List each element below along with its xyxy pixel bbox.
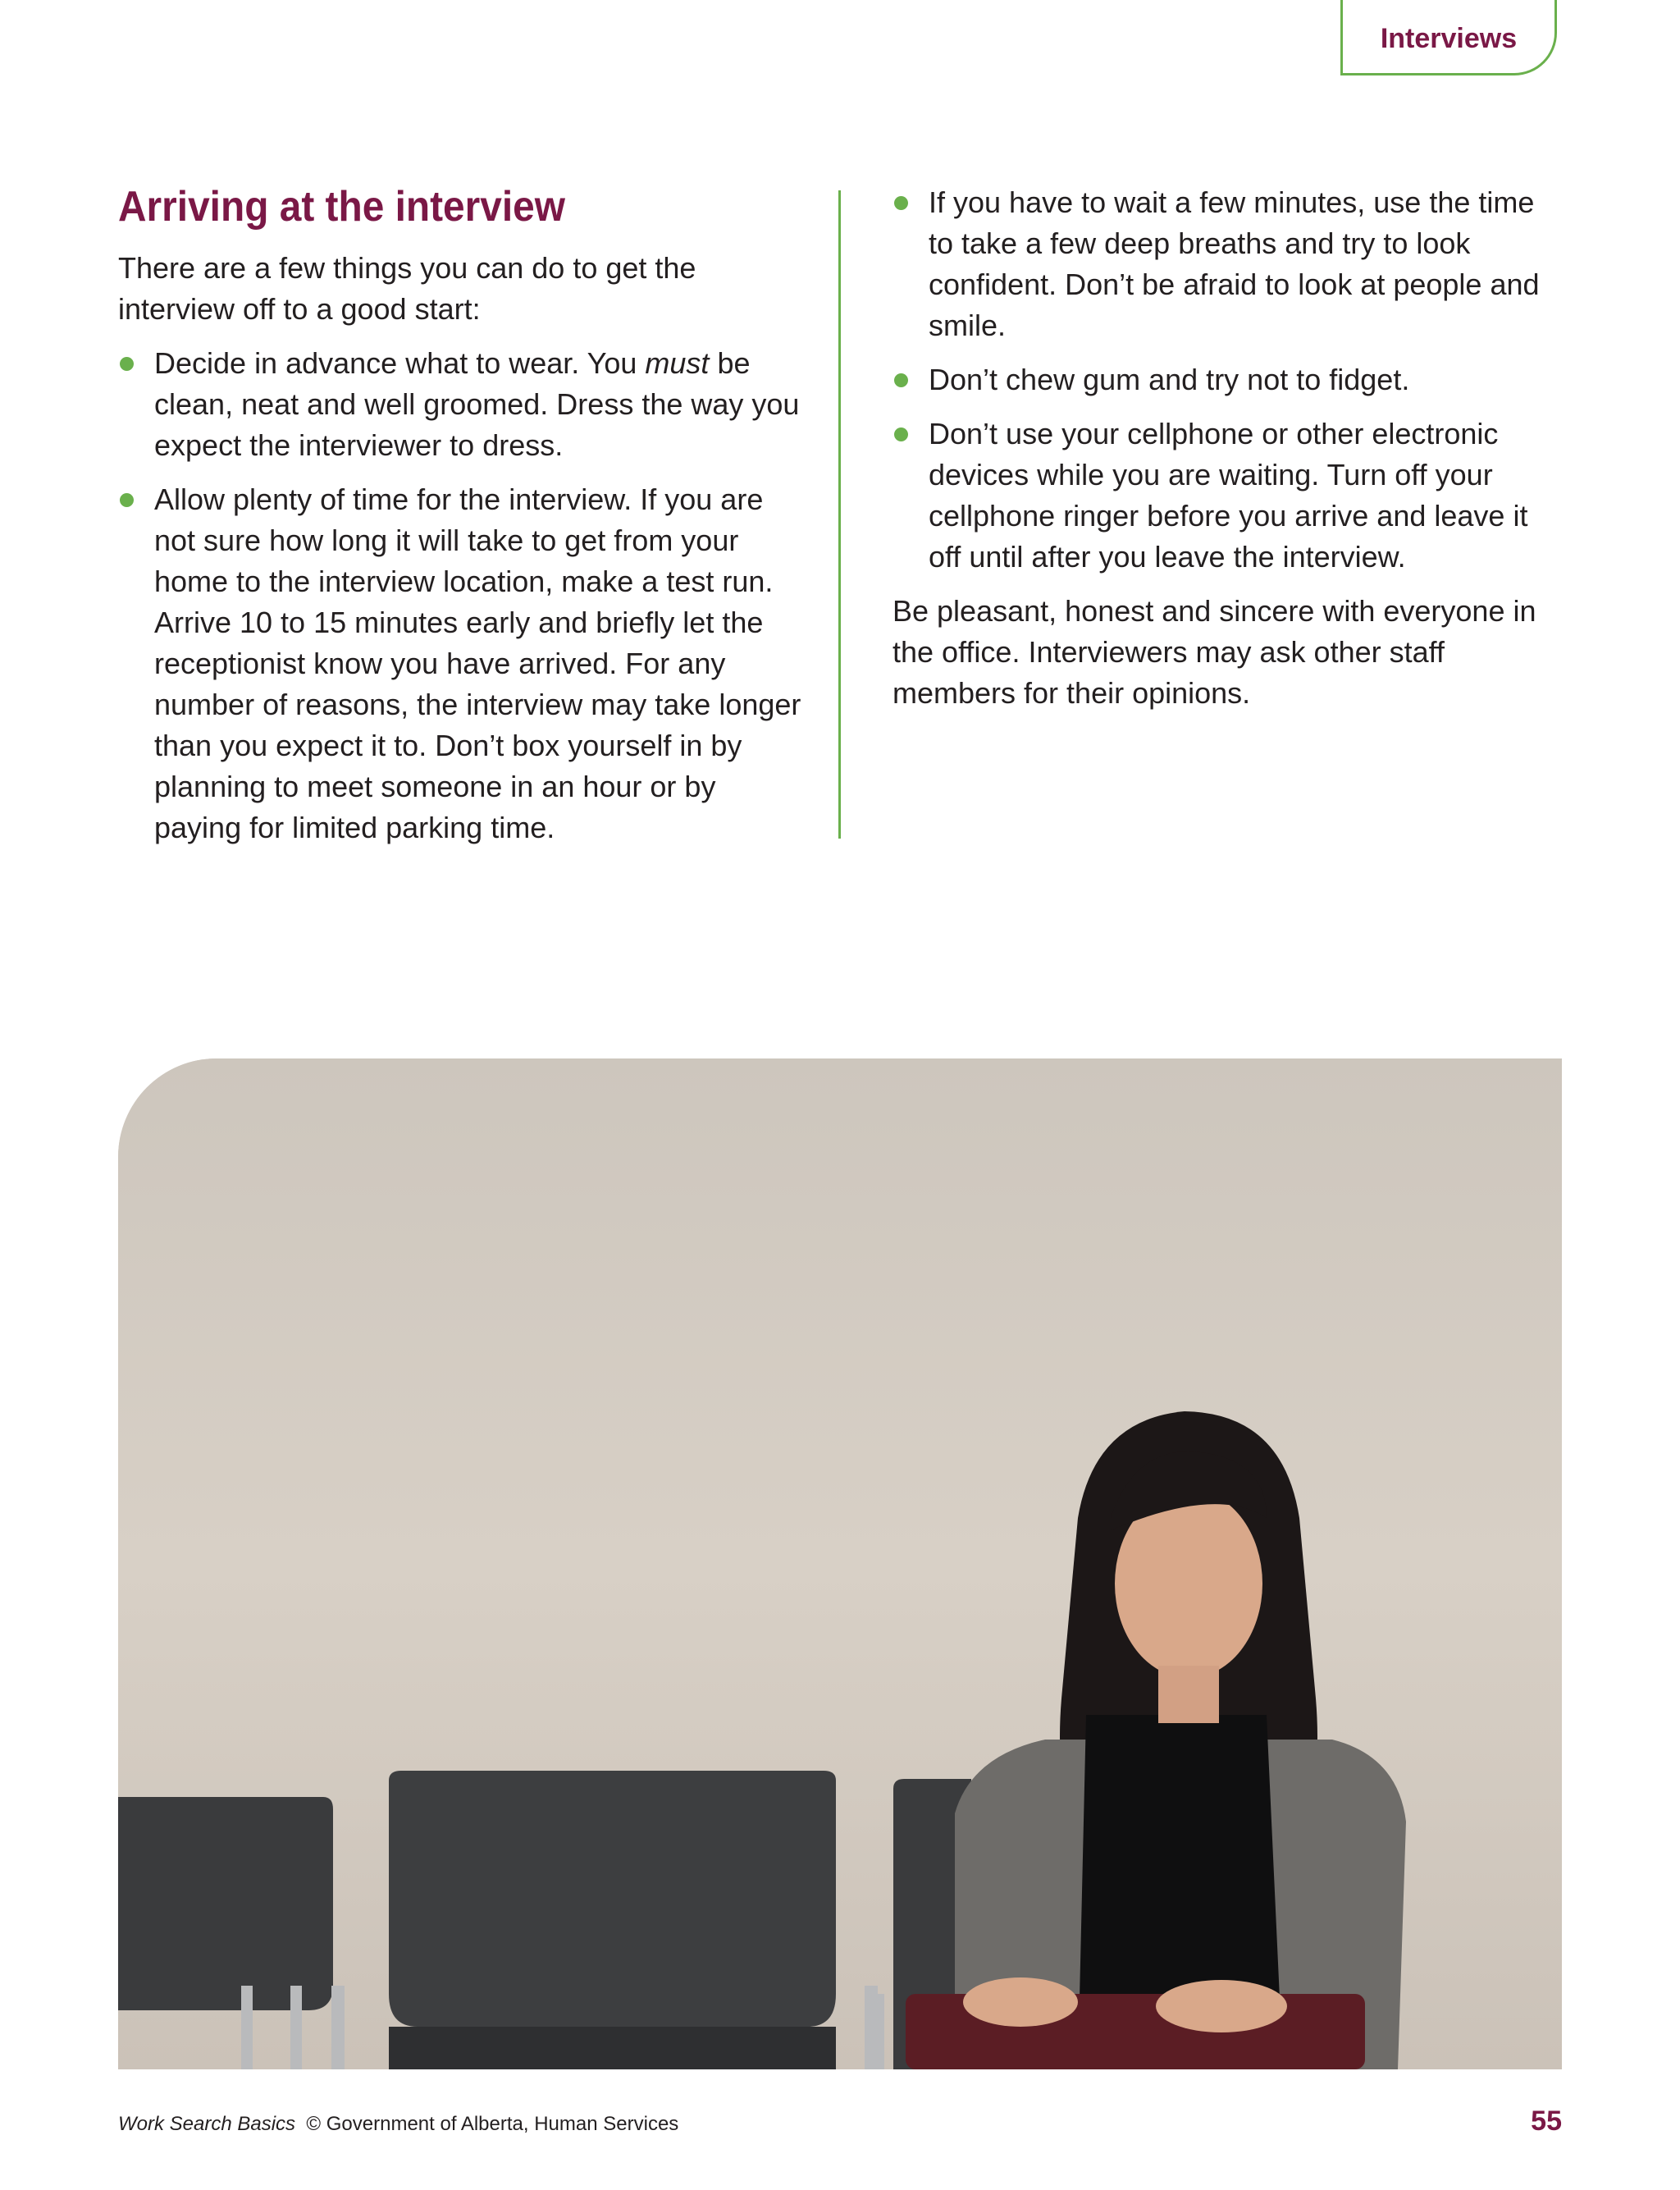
bullet-dot-icon (120, 357, 134, 371)
bullet-text: If you have to wait a few minutes, use the time to take a few deep breaths and try to look confident. Don’t be afraid to look at people and smile. (929, 185, 1540, 342)
intro-paragraph: There are a few things you can do to get the interview off to a good start: (118, 251, 696, 326)
bullet-text: Allow plenty of time for the interview. If you are not sure how long it will take to get from your home to the interview location, make a test run. Arrive 10 to 15 minutes early and briefly let the receptionist know you have arrived. For any number of reasons, the interview may take longer than you expect it to. Don’t box yourself in by planning to meet someone in an hour or by paying for limited parking time. (154, 482, 801, 844)
bullet-text: Don’t use your cellphone or other electronic devices while you are waiting. Turn off your cellphone ringer before you arrive and leave it off until after you leave the interview. (929, 417, 1528, 574)
list-item (118, 479, 807, 848)
footer-credit (118, 2113, 678, 2136)
publication-title: Work Search Basics (118, 2113, 296, 2135)
right-bullet-list (892, 182, 1549, 578)
page-title: Arriving at the interview (118, 183, 565, 231)
bullet-text-part: be clean, neat and well groomed. Dress the way you expect the interviewer to dress. (154, 346, 800, 462)
chair-center (331, 1771, 878, 2069)
photo-illustration (118, 1058, 1562, 2069)
left-column (118, 181, 807, 862)
right-column (892, 182, 1549, 727)
list-item (892, 414, 1549, 578)
bullet-text: Don’t chew gum and try not to fidget. (929, 363, 1410, 396)
emphasis-text: must (645, 346, 710, 380)
page-footer (118, 2105, 1562, 2137)
page-number: 55 (1531, 2105, 1562, 2137)
column-divider (838, 190, 841, 839)
list-item (892, 359, 1549, 400)
waiting-room-photo (118, 1058, 1562, 2069)
bullet-dot-icon (894, 196, 908, 210)
bullet-dot-icon (894, 373, 908, 387)
bullet-dot-icon (894, 427, 908, 441)
section-tab-label: Interviews (1380, 23, 1518, 54)
section-tab (1340, 0, 1557, 75)
list-item (118, 343, 807, 466)
bullet-dot-icon (120, 493, 134, 507)
copyright-text: © Government of Alberta, Human Services (306, 2113, 679, 2135)
closing-paragraph: Be pleasant, honest and sincere with everyone in the office. Interviewers may ask other staff members for their opinions. (892, 594, 1536, 710)
bullet-text-part: Decide in advance what to wear. You (154, 346, 646, 380)
list-item (892, 182, 1549, 346)
left-bullet-list (118, 343, 807, 848)
